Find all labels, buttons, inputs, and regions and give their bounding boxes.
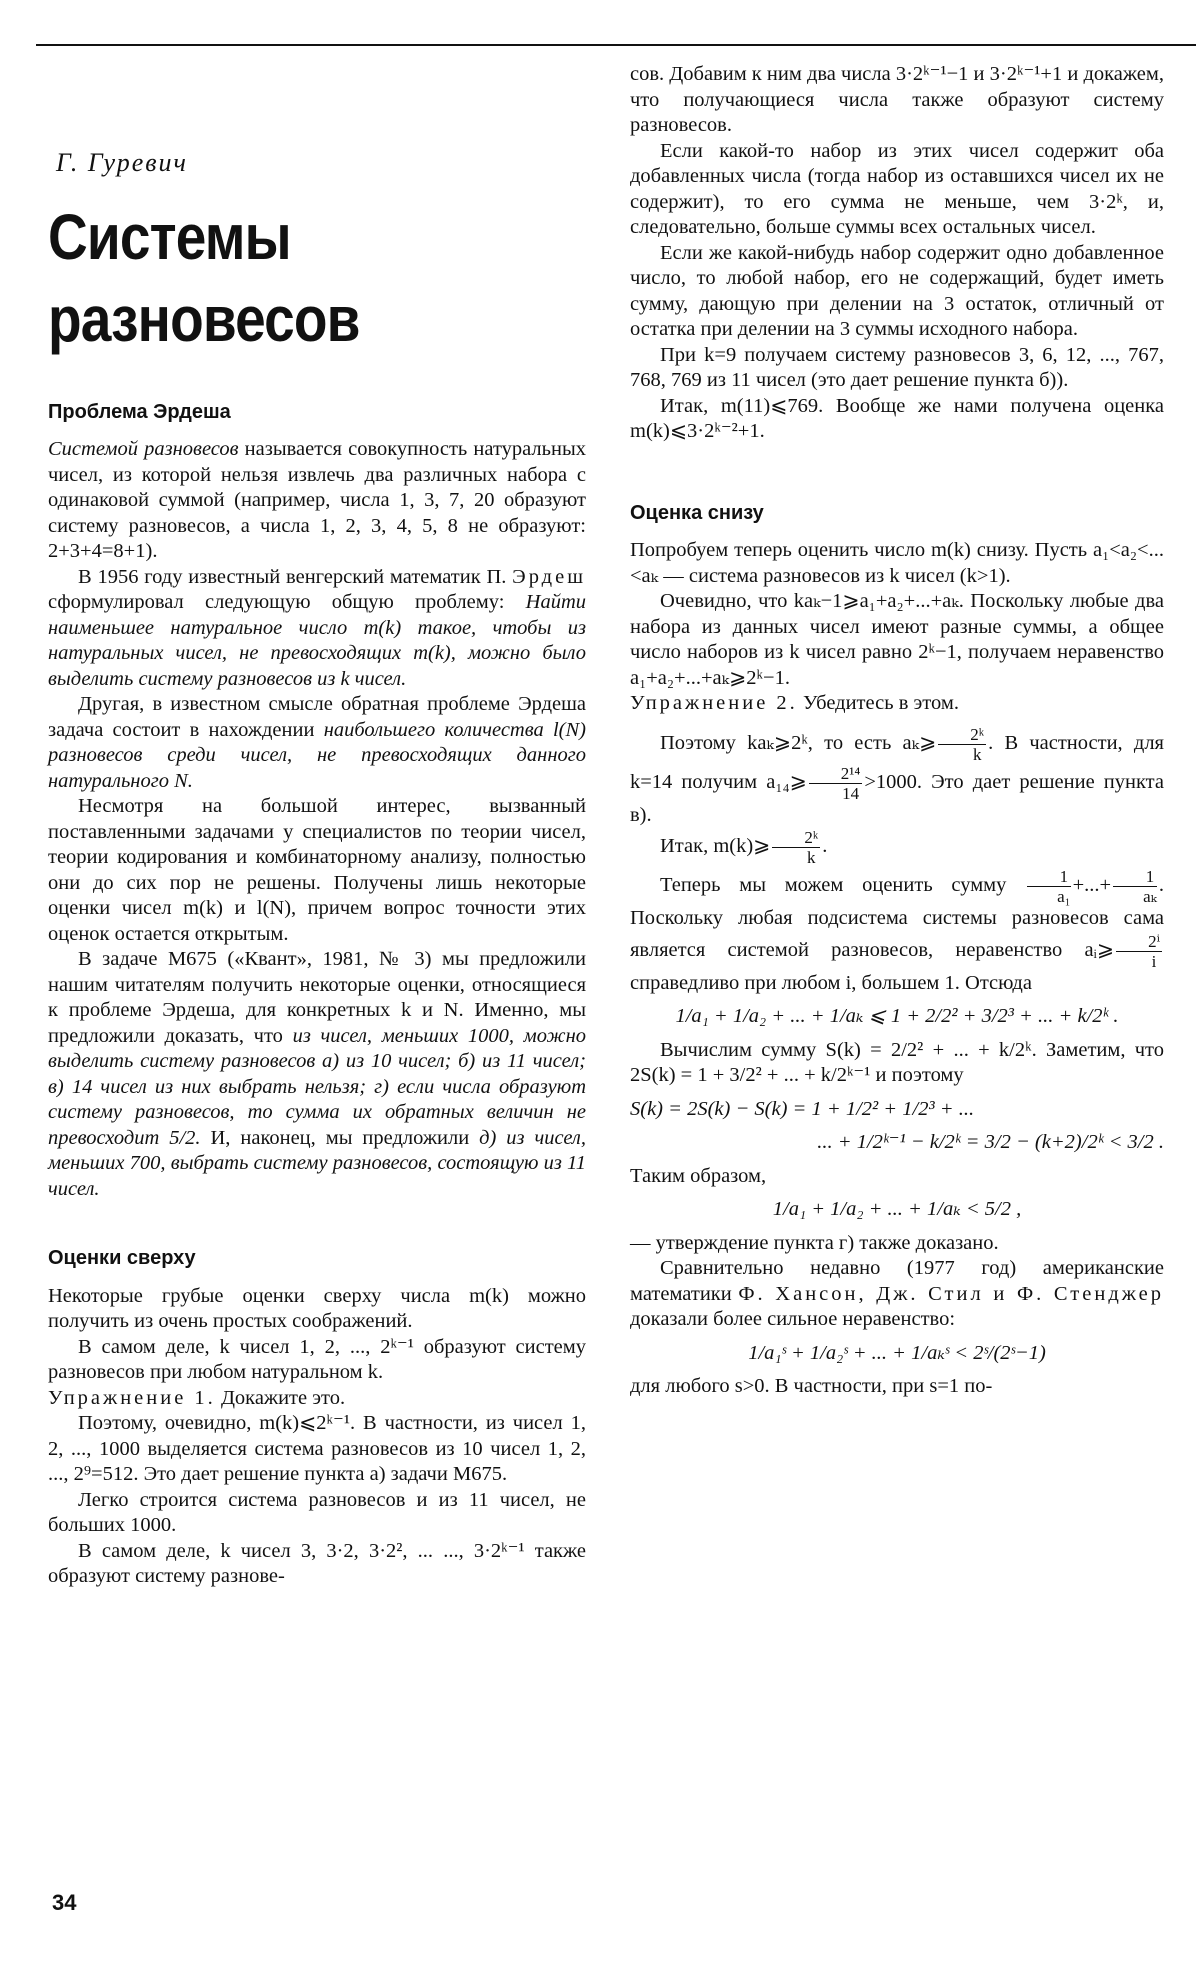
text: называется совокупность натуральных чисел, из которой нельзя извлечь два различных набора с одинаковой суммой (например, числа 1, 3, 7, 20 образуют систему разновесов, а числа 1, 2, 3, 4, 5, 8 не образуют: 2+3+4=8+1). [48,438,586,562]
text: . Поскольку любая подсистема системы разновесов сама является системой разновесов, неравенство aᵢ⩾ [630,874,1164,961]
paragraph: При k=9 получаем систему разновесов 3, 6, 12, ..., 767, 768, 769 из 11 чисел (это дает решение пункта б)). [630,343,1164,391]
page-number: 34 [52,1890,77,1915]
names: Ф. Хансон, Дж. Стил и Ф. Стенджер [738,1282,1164,1305]
text: В 1956 году известный венгерский математик П. [78,565,513,588]
paragraph: Поэтому, очевидно, m(k)⩽2ᵏ⁻¹. В частности, из чисел 1, 2, ..., 1000 выделяется система разновесов из 10 чисел 1, 2, ..., 2⁹=512. Это дает решение пункта а) задачи М675. [48,1412,586,1485]
paragraph: — утверждение пункта г) также доказано. [630,1231,999,1254]
paragraph: Попробуем теперь оценить число m(k) снизу. Пусть a₁<a₂<...<aₖ — система разновесов из k чисел (k>1). [630,539,1164,587]
text: В задаче М675 («Квант», 1981, № 3) мы предложили нашим читателям получить некоторые оценки, относящиеся к проблеме Эрдеша, для конкретных k и N. Именно, мы предложили доказать, что [48,948,586,1047]
paragraph [48,947,586,1202]
paragraph [48,565,586,693]
left-column [48,62,586,1590]
heading-erdos-problem: Проблема Эрдеша [48,400,231,423]
term: Системой разновесов [48,438,239,460]
paragraph: Легко строится система разновесов и из 11 чисел, не больших 1000. [48,1488,586,1536]
text: И, наконец, мы предложили [200,1126,480,1149]
fraction [809,764,863,803]
paragraph: В самом деле, k чисел 3, 3·2, 3·2², ... ..., 3·2ᵏ⁻¹ также образуют систему разнове- [48,1539,586,1587]
text: Докажите это. [215,1386,346,1409]
paragraph: Вычислим сумму S(k) = 2/2² + ... + k/2ᵏ. Заметим, что 2S(k) = 1 + 3/2² + ... + k/2ᵏ⁻¹ и поэтому [630,1038,1164,1086]
numerator: 1 [1113,867,1157,887]
text: доказали более сильное неравенство: [630,1308,956,1330]
text: >1000. Это дает решение пункта в). [630,770,1164,826]
numerator: 2¹⁴ [809,764,863,784]
paragraph: Очевидно, что kaₖ−1⩾a₁+a₂+...+aₖ. Поскольку любые два набора из данных чисел имеют разные суммы, а общее число наборов из k чисел равно 2ᵏ−1, получаем неравенство a₁+a₂+...+aₖ⩾2ᵏ−1. [630,590,1164,689]
fraction [938,725,986,764]
text: +...+ [1072,874,1112,897]
numerator: 2ᵏ [772,828,820,848]
paragraph [630,725,1164,829]
paragraph: Несмотря на большой интерес, вызванный поставленными задачами у специалистов по теории чисел, теории кодирования и комбинаторному анализу, полностью они до сих пор не решены. Получены лишь некоторые оценки чисел m(k) и l(N), причем вопрос точности этих оценок остается открытым. [48,795,586,945]
paragraph [48,692,586,794]
paragraph: Если же какой-нибудь набор содержит одно добавленное число, то любой набор, его не содержащий, будет иметь сумму, дающую при делении на 3 остаток, отличный от остатка при делении на 3 суммы исходного набора. [630,241,1164,340]
denominator: aₖ [1143,887,1157,906]
numerator: 1 [1027,867,1070,887]
denominator: a₁ [1057,887,1071,906]
text: Теперь мы можем оценить сумму [660,874,1007,897]
text: Сравнительно недавно (1977 год) американские математики [630,1257,1164,1305]
formula-2: S(k) = 2S(k) − S(k) = 1 + 1/2² + 1/2³ + ... [630,1097,975,1120]
paragraph: Итак, m(k)⩾ $\frac{\text{2ᵏ}}{k}$ . [660,828,828,867]
text: Убедитесь в этом. [797,692,959,714]
italic-text: Найти наименьшее натуральное число m(k) такое, чтобы из натуральных чисел, не превосходящих m(k), можно было выделить систему разновесов из k чисел. [48,591,586,690]
spacer [630,445,1164,501]
denominator: i [1151,951,1157,971]
numerator: 2ᵏ [938,725,986,745]
title-line-1: Системы [48,200,291,273]
exercise-1 [48,1386,586,1412]
paragraph: Если какой-то набор из этих чисел содержит оба добавленных числа (тогда набор из оставшихся чисел их не содержит), то его сумма не меньше, чем 3·2ᵏ, и, следовательно, больше суммы всех остальных чисел. [630,139,1164,238]
denominator: k [972,744,982,764]
top-rule [36,44,1196,46]
title-line-2: разновесов [48,282,360,355]
exercise-label: Упражнение 1. [48,1386,216,1409]
formula-5: 1/a₁ˢ + 1/a₂ˢ + ... + 1/aₖˢ < 2ˢ/(2ˢ−1) [748,1341,1046,1364]
italic-text: наибольшего количества l(N) разновесов среди чисел, не превосходящих данного натурального N. [48,718,586,792]
denominator: 14 [842,783,860,803]
paragraph [630,867,1164,996]
fraction [1116,932,1162,971]
text: Другая, в известном смысле обратная проблеме Эрдеша задача состоит в нахождении [48,693,586,741]
paragraph: В самом деле, k чисел 1, 2, ..., 2ᵏ⁻¹ образуют систему разновесов при любом натуральном k. [48,1335,586,1383]
heading-lower-bound: Оценка снизу [630,501,764,524]
paragraph: сов. Добавим к ним два числа 3·2ᵏ⁻¹−1 и 3·2ᵏ⁻¹+1 и докажем, что получающиеся числа также образуют систему разновесов. [630,63,1164,136]
text: . В частности, для k=14 получим a₁₄⩾ [630,731,1164,793]
denominator: k [807,848,816,867]
name: Эрдеш [512,565,586,588]
paragraph [630,1256,1164,1333]
spacer [48,1202,586,1246]
fraction [772,828,820,867]
text: справедливо при любом i, большем 1. Отсюда [630,971,1032,994]
formula-3: ... + 1/2ᵏ⁻¹ − k/2ᵏ = 3/2 − (k+2)/2ᵏ < 3/2 . [817,1131,1164,1153]
article-title [48,196,511,360]
text: Итак, m(k)⩾ [660,835,771,858]
numerator: 2ⁱ [1116,932,1162,952]
right-column [630,62,1164,1400]
formula-4: 1/a₁ + 1/a₂ + ... + 1/aₖ < 5/2 , [772,1198,1022,1220]
exercise-label: Упражнение 2. [630,692,798,714]
fraction [1027,867,1070,906]
paragraph: Некоторые грубые оценки сверху числа m(k) можно получить из очень простых соображений. [48,1284,586,1332]
author: Г. Гуревич [56,148,188,177]
paragraph: Итак, m(11)⩽769. Вообще же нами получена оценка m(k)⩽3·2ᵏ⁻²+1. [630,394,1164,442]
heading-upper-bounds: Оценки сверху [48,1247,196,1269]
text: Поэтому kaₖ⩾2ᵏ, то есть aₖ⩾ [660,731,937,754]
formula-1: 1/a₁ + 1/a₂ + ... + 1/aₖ ⩽ 1 + 2/2² + 3/2³ + ... + k/2ᵏ . [675,1005,1119,1027]
paragraph: Таким образом, [630,1164,767,1187]
italic-text: из чисел, меньших 1000, можно выделить систему разновесов а) из 10 чисел; б) из 11 чисел; в) 14 чисел из них выбрать нельзя; г) если числа образуют систему разновесов, то сумма их обратных величин не превосходит 5/2. [48,1024,586,1149]
text: сформулировал следующую общую проблему: [48,591,526,613]
paragraph: для любого s>0. В частности, при s=1 по- [630,1375,993,1397]
italic-text: д) из чисел, меньших 700, выбрать систему разновесов, состоящую из 11 чисел. [48,1126,586,1200]
paragraph [48,437,586,565]
exercise-2 [630,691,1164,717]
fraction [1113,867,1157,906]
